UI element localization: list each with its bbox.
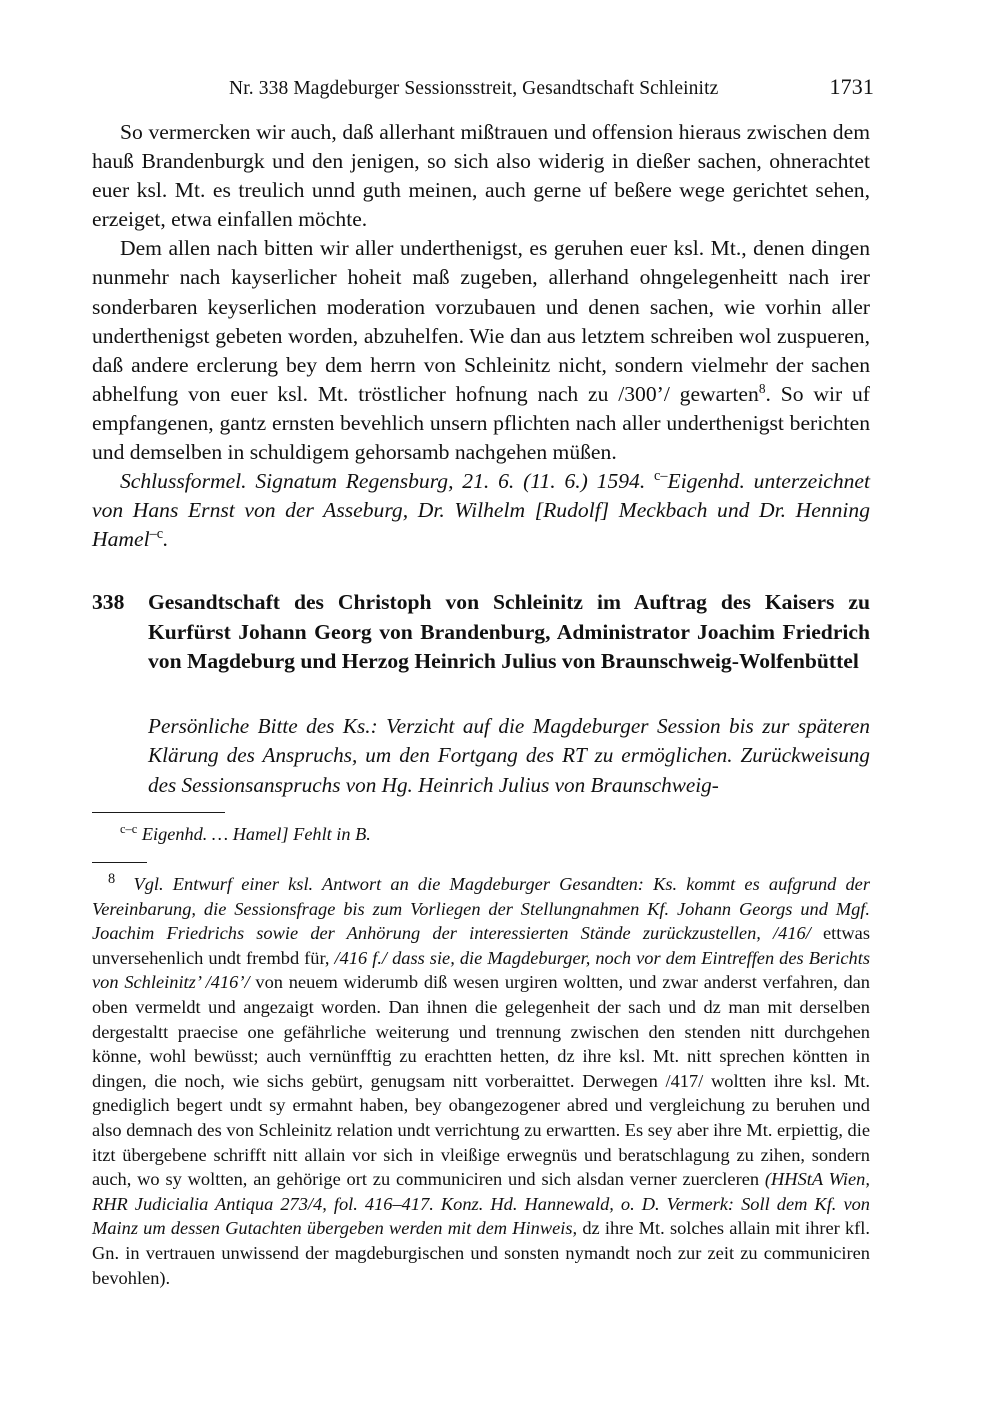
schlussformel-part-3: . (163, 527, 169, 552)
schlussformel-part-1: Schlussformel. Signatum Regensburg, 21. 6. (11. 6.) 1594. (120, 469, 655, 494)
paragraph-2 (92, 234, 870, 467)
paragraph-2-part-1: Dem allen nach bitten wir aller underthenigst, es geruhen euer ksl. Mt., denen dingen nunmehr nach kayserlicher hoheit maß zugeben, allerhand ohngelegenheitt nach irer sonderbaren keyserlichen moderation vorzubauen und denen sachen, wie vorhin aller underthenigst gebeten worden, abzuhelfen. Wie dan aus letztem schreiben wol zuspueren, daß andere erclerung bey dem herrn von Schleinitz nicht, sondern vielmehr der sachen abhelfung von euer ksl. Mt. tröstlicher hofnung nach zu /300’/ gewarten (92, 236, 870, 406)
main-text-column (92, 118, 870, 554)
footnote-reference-8[interactable]: 8 (758, 380, 766, 396)
document-heading (92, 588, 870, 677)
page-number: 1731 (829, 74, 874, 99)
footnote-segment-4: von neuem widerumb diß wesen urgiren woltten, und zwar anderst verfahren, dan oben vermeldt und angezaigt worden. Dan ihnen die gelegenheit der sach und dz man mit derselben dergestaltt praecise one gefährliche weiterung und trennung zwischen den stenden nitt durchgehen könne, wohl bewüsst; auch vernünfftig zu erachtten hetten, dz ihre ksl. Mt. nitt sprechen köntten in dingen, die noch, wie sichs gebürt, genugsam nitt vorberaittet. Derwegen /417/ woltten ihre ksl. Mt. gnediglich begert undt sy ermahnt haben, bey obangezogener abred und vergleichung zu beruhen und also demnach des von Schleinitz relation undt verrichtung zu erwartten. Es sey aber ihre Mt. erpiettig, die itzt übergebene schrifft nitt allain vor sich in vleißige erwegnüs und beratschlagung zu zihen, sondern auch, wo sy woltten, an gehörige ort zu communiciren und sich alsdan verner zuercleren (92, 972, 870, 1190)
footnote-segment-2: ettwas unversehenlich undt frembd für, (92, 923, 870, 968)
regest-abstract: Persönliche Bitte des Ks.: Verzicht auf die Magdeburger Session bis zur späteren Klärung des Anspruchs, um den Fortgang des RT zu ermöglichen. Zurückweisung des Sessionsanspruchs von Hg. Heinrich Julius von Braunschweig- (148, 714, 870, 797)
footnote-segment-1: Vgl. Entwurf einer ksl. Antwort an die Magdeburger Gesandten: Ks. kommt es aufgrund der Vereinbarung, die Sessionsfrage bis zum Vorliegen der Stellungnahmen Kf. Johann Georgs und Mgf. Joachim Friedrichs sowie der Anhörung der interessierten Stände zurückzustellen, /416/ (92, 874, 871, 944)
apparatus-note-marker: c–c (120, 821, 138, 836)
apparatus-rule (92, 812, 225, 813)
footnote-segment-3: /416 f./ dass sie, die Magdeburger, noch vor dem Eintreffen des Berichts von Schleinitz’ /416’/ (92, 947, 871, 993)
apparatus-marker-close-c[interactable]: –c (149, 526, 164, 543)
running-head-title: Nr. 338 Magdeburger Sessionsstreit, Gesandtschaft Schleinitz (229, 78, 719, 99)
document-heading-row (92, 588, 870, 677)
document-number: 338 (92, 590, 125, 614)
apparatus-note (92, 822, 870, 846)
schlussformel-part-2: Eigenhd. unterzeichnet von Hans Ernst von der Asseburg, Dr. Wilhelm [Rudolf] Meckbach und Dr. Henning Hamel (92, 469, 870, 552)
running-head (92, 74, 874, 100)
apparatus-note-text: Eigenhd. … Hamel] Fehlt in B. (141, 824, 371, 844)
document-title: Gesandtschaft des Christoph von Schleinitz im Auftrag des Kaisers zu Kurfürst Johann Georg von Brandenburg, Administrator Joachim Friedrich von Magdeburg und Herzog Heinrich Julius von Braunschweig-Wolfenbüttel (148, 590, 870, 674)
apparatus-marker-open-c[interactable]: c– (654, 467, 668, 484)
apparatus-block (92, 812, 870, 846)
footnote-number (108, 870, 116, 894)
footnote-segment-6: dz ihre Mt. solches allain mit ihrer kfl. Gn. in vertrauen unwissend der magdeburgischen und sonsten nymandt noch zur zeit zu communiciren bevohlen). (92, 1218, 871, 1288)
footnote-rule (92, 862, 147, 863)
footnote-number-sup: 8 (108, 870, 116, 887)
footnote-8 (92, 872, 870, 1290)
paragraph-2-part-2: . So wir uf empfangenen, gantz ernsten bevehlich unsern pflichten nach aller underthenigst berichten und demselben in schuldigem gehorsamb nachgehen müßen. (92, 381, 870, 465)
schlussformel-paragraph (92, 467, 870, 554)
footnote-segment-5: (HHStA Wien, RHR Judicialia Antiqua 273/4, fol. 416–417. Konz. Hd. Hannewald, o. D. Vermerk: Soll dem Kf. von Mainz um dessen Gutachten übergeben werden mit dem Hinweis, (92, 1169, 870, 1239)
paragraph-1: So vermercken wir auch, daß allerhant mißtrauen und offension hieraus zwischen dem hauß Brandenburgk und den jenigen, so sich also widerig in dießer sachen, ohnerachtet euer ksl. Mt. es treulich unnd guth meinen, auch gerne uf beßere wege gerichtet sehen, erzeiget, etwa einfallen möchte. (92, 120, 870, 232)
footnote-block (92, 862, 870, 1290)
